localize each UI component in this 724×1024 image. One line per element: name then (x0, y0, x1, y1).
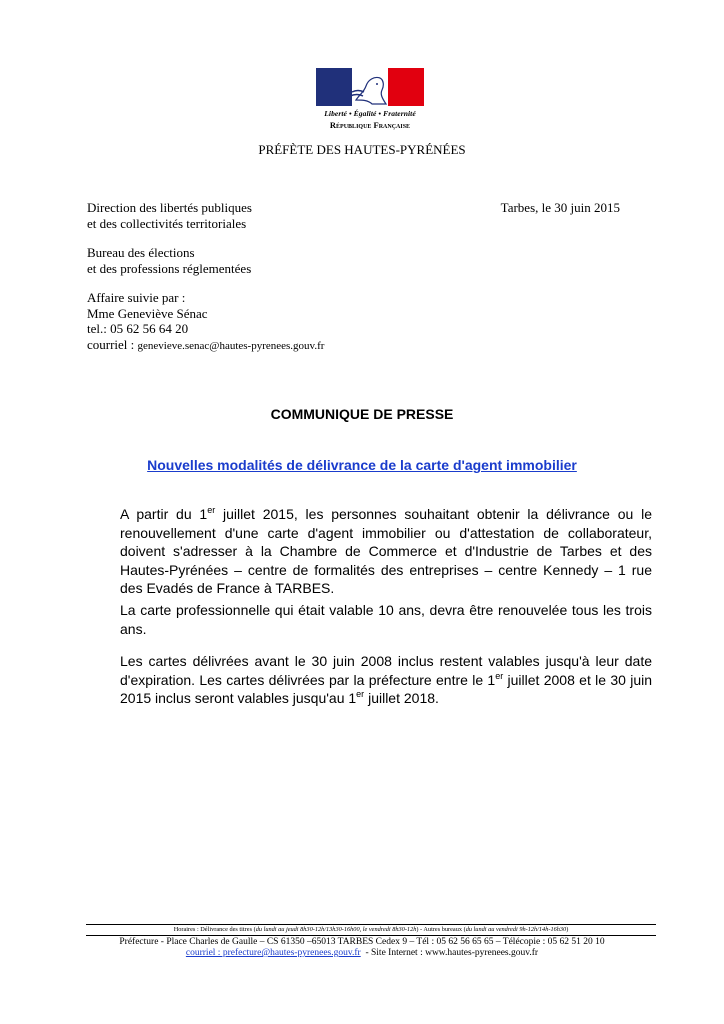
footer-divider (86, 924, 656, 925)
contact-tel: tel.: 05 62 56 64 20 (87, 321, 189, 336)
footer-email-link[interactable]: courriel : prefecture@hautes-pyrenees.gouv.fr (185, 948, 361, 958)
p3-sup-1: er (495, 670, 504, 681)
hours-text: ) - Autres bureaux ( (416, 926, 466, 933)
marianne-icon (346, 70, 394, 106)
body-paragraph-2: La carte professionnelle qui était valable 10 ans, devra être renouvelée tous les trois ans. (120, 602, 652, 637)
footer-address: Préfecture - Place Charles de Gaulle – CS 61350 –65013 TARBES Cedex 9 – Tél : 05 62 56 65 65 – Télécopie : 05 62 51 20 10 (119, 937, 605, 947)
direction-block (87, 200, 252, 231)
press-release-subtitle: Nouvelles modalités de délivrance de la carte d'agent immobilier (147, 457, 577, 473)
p3-text-b: juillet 2008 et le 30 juin 2015 inclus seront valables jusqu'au 1 (120, 671, 653, 706)
footer-website: - Site Internet : www.hautes-pyrenees.gouv.fr (360, 948, 539, 958)
affaire-label: Affaire suivie par : (87, 290, 186, 305)
direction-line: Direction des libertés publiques (87, 200, 252, 215)
contact-email-line (87, 337, 324, 355)
p1-text-b: juillet 2015, les personnes souhaitant obtenir la délivrance ou le renouvellement d'une carte d'agent immobilier ou d'attestation de collaborateur, doivent s'adresser à la Chambre de Commerce et d'Industrie de Tarbes et des Hautes-Pyrénées – centre de formalités des entreprises – centre Kennedy – 1 rue des Evadés de France à TARBES. (120, 506, 652, 596)
republic-name: République Française (329, 120, 411, 130)
hours-text: Horaires : Délivrance des titres ( (173, 926, 256, 933)
letter-date: Tarbes, le 30 juin 2015 (500, 200, 620, 215)
email-label: courriel : (87, 336, 138, 352)
republique-francaise-logo (316, 68, 424, 130)
p3-text-a: Les cartes délivrées avant le 30 juin 2008 inclus restent valables jusqu'à leur date d'expiration. Les cartes délivrées par la préfecture entre le 1 (120, 653, 652, 688)
republic-motto: Liberté • Égalité • Fraternité (324, 109, 416, 118)
body-paragraph-1 (120, 505, 652, 598)
bureau-line: Bureau des élections (87, 245, 195, 260)
p3-sup-2: er (356, 689, 365, 699)
hours-titles: du lundi au jeudi 8h30-12h/13h30-16h00, le vendredi 8h30-12h (255, 926, 417, 933)
contact-name: Mme Geneviève Sénac (87, 305, 208, 321)
prefecture-heading: PRÉFÈTE DES HAUTES-PYRÉNÉES (258, 142, 466, 157)
contact-email: genevieve.senac@hautes-pyrenees.gouv.fr (137, 339, 325, 352)
footer-divider (86, 935, 656, 936)
footer-contact (0, 948, 724, 958)
flag-white-band (352, 68, 388, 106)
p3-text-c: juillet 2018. (364, 690, 439, 706)
body-paragraph-3 (120, 652, 652, 708)
footer-hours (86, 926, 656, 933)
tricolor-flag (316, 68, 424, 106)
bureau-block (87, 245, 251, 276)
p1-text-a: A partir du 1 (120, 506, 208, 522)
hours-text: ) (566, 926, 569, 933)
p1-sup: er (207, 505, 216, 515)
contact-block (87, 290, 324, 354)
bureau-line: et des professions réglementées (87, 260, 252, 276)
press-release-title: COMMUNIQUE DE PRESSE (270, 406, 454, 422)
direction-line: et des collectivités territoriales (87, 215, 247, 231)
hours-offices: du lundi au vendredi 9h-12h/14h-16h30 (465, 926, 567, 933)
